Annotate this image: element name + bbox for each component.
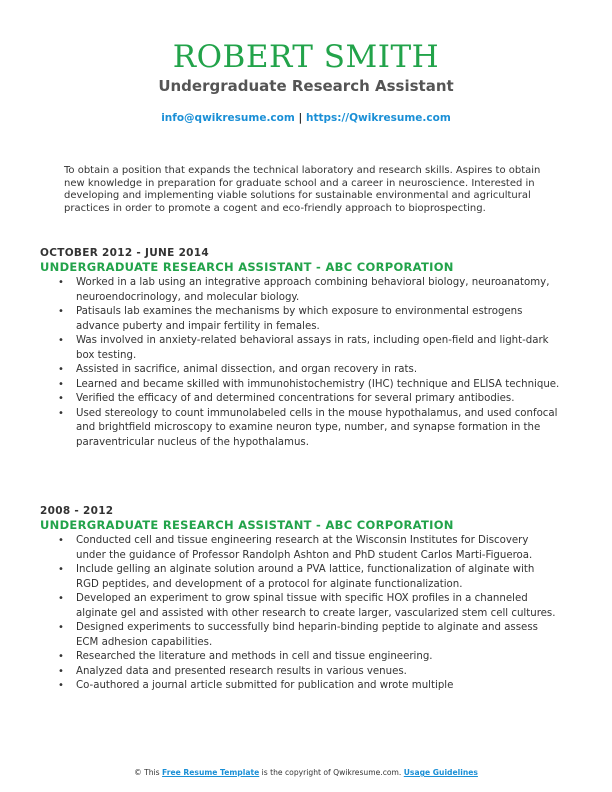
- bullet-icon: •: [58, 407, 64, 419]
- summary-paragraph: To obtain a position that expands the technical laboratory and research skills. Aspires to obtain new knowledge in preparation for graduate school and a career in neuroscience. Interested in developing and implementing viable solutions for sustainable environmental and agricultural practices in order to promote a cogent and eco-friendly approach to bioprospecting.: [64, 165, 541, 214]
- bullet-icon: •: [58, 665, 64, 677]
- job-dates: OCTOBER 2012 - JUNE 2014: [40, 247, 210, 259]
- free-resume-template-link[interactable]: Free Resume Template: [162, 768, 260, 777]
- bullet-icon: •: [58, 564, 64, 575]
- job-bullet: • Assisted in sacrifice, animal dissection, and organ recovery in rats.: [76, 363, 580, 378]
- page-footer: [0, 768, 612, 778]
- job-bullet: • Include gelling an alginate solution around a PVA lattice, functionalization of alginate with RGD peptides, and development of a protocol for alginate functionalization.: [58, 564, 535, 590]
- job-bullet: • Conducted cell and tissue engineering research at the Wisconsin Institutes for Discovery under the guidance of Professor Randolph Ashton and PhD student Carlos Marti-Figueroa.: [58, 535, 533, 561]
- footer-copyright-text: is the copyright of Qwikresume.com.: [261, 768, 402, 777]
- job-bullet: • Verified the efficacy of and determined concentrations for several primary antibodies.: [76, 392, 580, 407]
- job-bullet: • Used stereology to count immunolabeled cells in the mouse hypothalamus, and used confocal and brightfield microscopy to examine neuron type, number, and synapse formation in the paraventricular nucleus of the hypothalamus.: [58, 407, 558, 448]
- bullet-icon: •: [58, 651, 64, 662]
- job-entry: [40, 247, 580, 450]
- candidate-title: Undergraduate Research Assistant: [158, 77, 454, 95]
- email-link[interactable]: info@qwikresume.com: [161, 112, 295, 124]
- job-bullet-list: [40, 534, 580, 694]
- job-bullet: • Learned and became skilled with immunohistochemistry (IHC) technique and ELISA technique.: [76, 378, 580, 393]
- footer-prefix: © This: [134, 768, 160, 777]
- bullet-icon: •: [58, 364, 64, 375]
- job-bullet: • Developed an experiment to grow spinal tissue with specific HOX profiles in a channeled alginate gel and assisted with other research to create larger, vascularized stem cell cultures.: [58, 593, 556, 619]
- bullet-icon: •: [58, 335, 64, 346]
- job-bullet: • Designed experiments to successfully bind heparin-binding peptide to alginate and assess ECM adhesion capabilities.: [58, 622, 538, 648]
- job-dates: 2008 - 2012: [40, 505, 114, 517]
- bullet-icon: •: [58, 378, 64, 390]
- bullet-icon: •: [58, 393, 64, 404]
- job-role: UNDERGRADUATE RESEARCH ASSISTANT - ABC CORPORATION: [40, 518, 454, 532]
- bullet-icon: •: [58, 306, 64, 317]
- bullet-icon: •: [58, 535, 64, 546]
- website-link[interactable]: https://Qwikresume.com: [305, 112, 451, 124]
- job-bullet-list: [40, 276, 580, 450]
- contact-line: [0, 111, 612, 125]
- job-role: UNDERGRADUATE RESEARCH ASSISTANT - ABC CORPORATION: [40, 260, 454, 274]
- job-entry: [40, 505, 580, 694]
- bullet-icon: •: [58, 593, 64, 604]
- bullet-icon: •: [58, 680, 64, 691]
- job-bullet: • Researched the literature and methods in cell and tissue engineering.: [76, 650, 580, 665]
- job-bullet: • Worked in a lab using an integrative approach combining behavioral biology, neuroanatomy, neuroendocrinology, and molecular biology.: [58, 277, 550, 303]
- bullet-icon: •: [58, 622, 64, 633]
- job-bullet: • Was involved in anxiety-related behavioral assays in rats, including open-field and light-dark box testing.: [58, 335, 549, 361]
- job-bullet: • Co-authored a journal article submitted for publication and wrote multiple: [76, 679, 580, 694]
- job-bullet: • Patisauls lab examines the mechanisms by which exposure to environmental estrogens advance puberty and impair fertility in females.: [58, 306, 523, 332]
- usage-guidelines-link[interactable]: Usage Guidelines: [403, 768, 478, 777]
- job-bullet: • Analyzed data and presented research results in various venues.: [76, 665, 580, 680]
- candidate-name: ROBERT SMITH: [172, 39, 440, 75]
- bullet-icon: •: [58, 277, 64, 288]
- contact-separator: |: [298, 112, 303, 124]
